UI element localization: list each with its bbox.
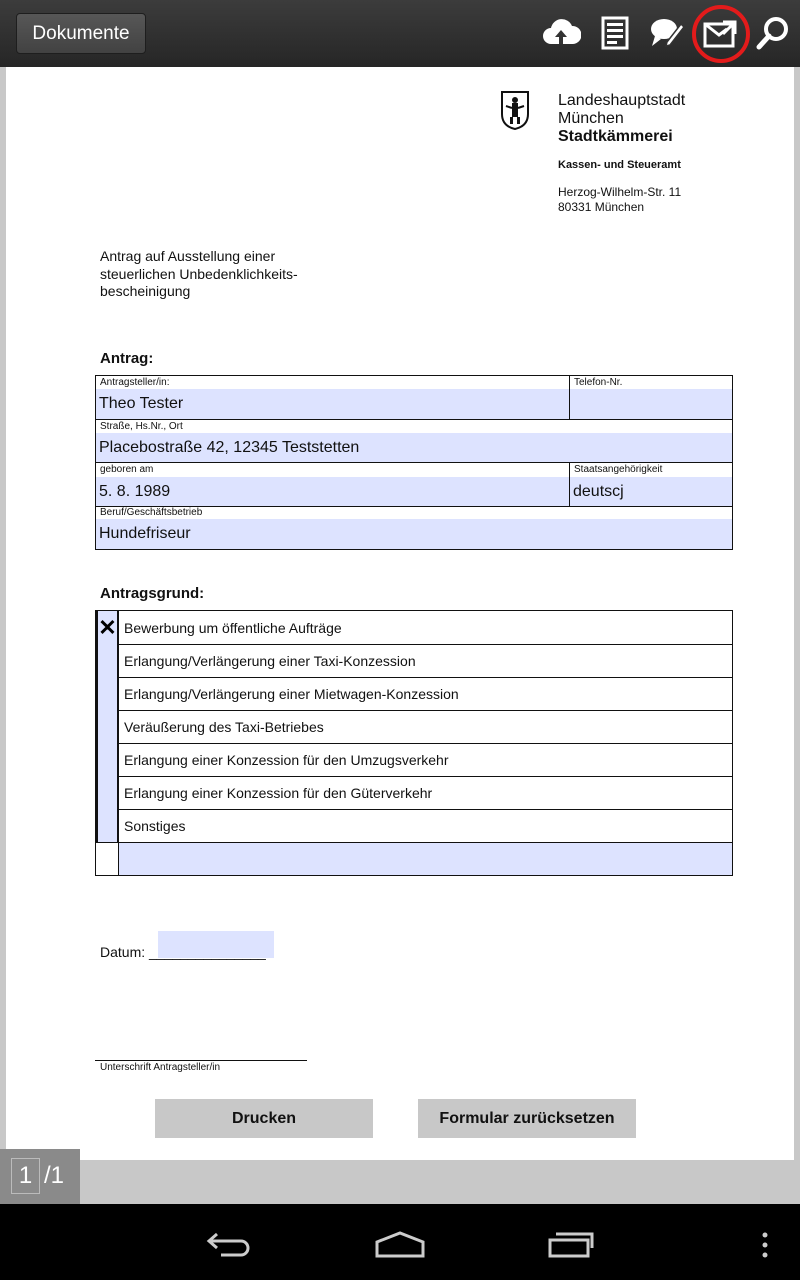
other-reason-field[interactable] <box>119 843 732 875</box>
reason-label: Erlangung/Verlängerung einer Taxi-Konzession <box>124 653 416 669</box>
page-indicator[interactable] <box>0 1149 80 1204</box>
total-pages: /1 <box>44 1162 65 1189</box>
reason-checkbox[interactable] <box>96 809 118 842</box>
date-label: Datum: _______________ <box>100 944 266 960</box>
nationality-field[interactable]: deutscj <box>570 477 732 506</box>
grund-heading: Antragsgrund: <box>100 585 205 602</box>
title-line: steuerlichen Unbedenklichkeits- <box>100 265 298 282</box>
title-line: bescheinigung <box>100 283 191 299</box>
signature-label: Unterschrift Antragsteller/in <box>100 1062 221 1073</box>
cloud-upload-icon[interactable] <box>540 12 582 54</box>
birth-label: geboren am <box>100 464 154 475</box>
reason-label: Erlangung einer Konzession für den Umzugsverkehr <box>124 752 449 768</box>
reason-label: Veräußerung des Taxi-Betriebes <box>124 719 324 735</box>
highlight-ring <box>692 5 750 63</box>
occupation-field[interactable]: Hundefriseur <box>96 519 732 549</box>
home-icon[interactable] <box>374 1230 426 1263</box>
current-page[interactable]: 1 <box>11 1158 40 1194</box>
search-icon[interactable] <box>752 12 794 54</box>
reason-checkbox[interactable] <box>96 776 118 809</box>
birth-date-field[interactable]: 5. 8. 1989 <box>96 477 569 506</box>
reason-checkbox[interactable] <box>96 644 118 677</box>
applicant-label: Antragsteller/in: <box>100 377 170 388</box>
applicant-field[interactable]: Theo Tester <box>96 389 569 419</box>
system-navigation-bar <box>0 1204 800 1280</box>
header-street: Herzog-Wilhelm-Str. 11 <box>558 185 682 199</box>
antrag-heading: Antrag: <box>100 350 154 367</box>
row-divider <box>95 677 733 678</box>
header-city-line2: München <box>558 110 624 127</box>
row-divider <box>95 710 733 711</box>
row-divider <box>95 462 733 463</box>
reader-view-icon[interactable] <box>594 12 636 54</box>
reason-label: Bewerbung um öffentliche Aufträge <box>124 620 342 636</box>
address-field[interactable]: Placebostraße 42, 12345 Teststetten <box>96 433 732 462</box>
reason-label: Sonstiges <box>124 818 186 834</box>
document-title <box>100 248 298 301</box>
reason-checkbox[interactable] <box>96 710 118 743</box>
header-zip-city: 80331 München <box>558 200 645 214</box>
nationality-label: Staatsangehörigkeit <box>574 464 663 475</box>
reason-label: Erlangung/Verlängerung einer Mietwagen-Konzession <box>124 686 459 702</box>
title-line: Antrag auf Ausstellung einer <box>100 248 276 264</box>
row-divider <box>95 419 733 420</box>
annotate-icon[interactable] <box>646 12 688 54</box>
occupation-label: Beruf/Geschäftsbetrieb <box>100 507 203 518</box>
phone-field[interactable] <box>570 389 732 419</box>
header-office: Kassen- und Steueramt <box>558 159 681 171</box>
row-divider <box>95 644 733 645</box>
munich-crest-icon <box>500 90 530 130</box>
top-toolbar <box>0 0 800 67</box>
recent-apps-icon[interactable] <box>546 1230 596 1263</box>
back-icon[interactable] <box>205 1228 253 1263</box>
header-city-line1: Landeshauptstadt <box>558 92 686 109</box>
reset-form-button[interactable]: Formular zurücksetzen <box>418 1099 636 1138</box>
row-divider <box>95 776 733 777</box>
row-divider <box>95 743 733 744</box>
phone-label: Telefon-Nr. <box>574 377 623 388</box>
reason-checkbox[interactable] <box>96 743 118 776</box>
overflow-menu-icon[interactable] <box>760 1232 770 1263</box>
reason-checkbox[interactable] <box>96 677 118 710</box>
reason-checkbox[interactable]: ✕ <box>96 611 118 644</box>
reason-label: Erlangung einer Konzession für den Güterverkehr <box>124 785 433 801</box>
row-divider <box>95 809 733 810</box>
address-label: Straße, Hs.Nr., Ort <box>100 421 183 432</box>
header-department: Stadtkämmerei <box>558 128 673 145</box>
signature-line <box>95 1060 307 1061</box>
print-button[interactable]: Drucken <box>155 1099 373 1138</box>
documents-button[interactable]: Dokumente <box>16 13 146 54</box>
